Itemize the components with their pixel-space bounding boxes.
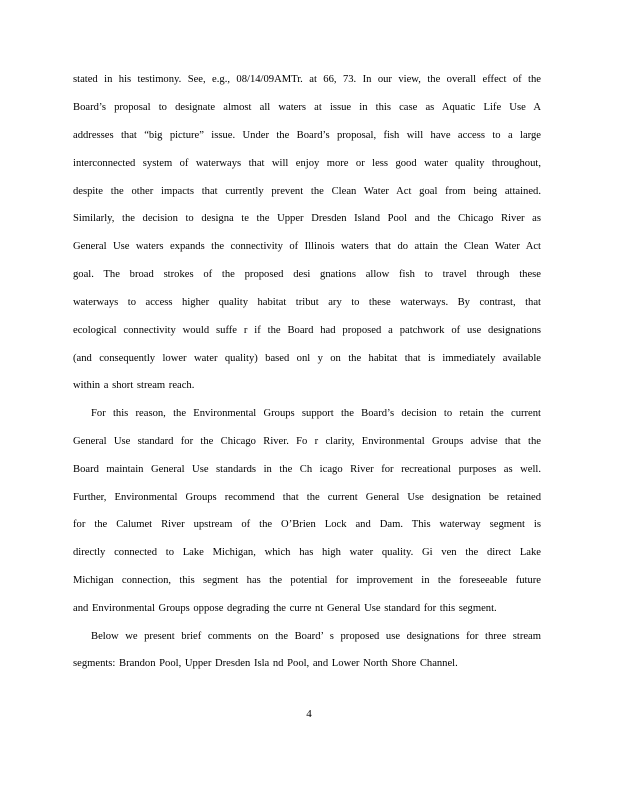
text-line: stated in his testimony. See, e.g., 08/14/09AMTr. at 66, 73. In our view, the overall effect of the: [73, 74, 541, 85]
text-line: waterways to access higher quality habitat tribut ary to these waterways. By contrast, that: [73, 297, 541, 308]
paragraph-first-line: Below we present brief comments on the Board’ s proposed use designations for three stream: [91, 631, 541, 642]
text-line: goal. The broad strokes of the proposed desi gnations allow fish to travel through these: [73, 269, 541, 280]
text-line: segments: Brandon Pool, Upper Dresden Isla nd Pool, and Lower North Shore Channel.: [73, 658, 458, 669]
text-line: Further, Environmental Groups recommend that the current General Use designation be retained: [73, 492, 541, 503]
text-line: for the Calumet River upstream of the O’Brien Lock and Dam. This waterway segment is: [73, 519, 541, 530]
paragraph-first-line: For this reason, the Environmental Groups support the Board’s decision to retain the current: [91, 408, 541, 419]
text-line: addresses that “big picture” issue. Under the Board’s proposal, fish will have access to a large: [73, 130, 541, 141]
text-line: ecological connectivity would suffe r if the Board had proposed a patchwork of use designations: [73, 325, 541, 336]
text-line: and Environmental Groups oppose degrading the curre nt General Use standard for this segment.: [73, 603, 497, 614]
text-line: General Use standard for the Chicago River. Fo r clarity, Environmental Groups advise that the: [73, 436, 541, 447]
text-line: General Use waters expands the connectivity of Illinois waters that do attain the Clean Water Act: [73, 241, 541, 252]
page-number: 4: [306, 708, 312, 720]
text-line: despite the other impacts that currently prevent the Clean Water Act goal from being attained.: [73, 186, 541, 197]
text-line: Board’s proposal to designate almost all waters at issue in this case as Aquatic Life Use A: [73, 102, 541, 113]
text-line: directly connected to Lake Michigan, which has high water quality. Gi ven the direct Lake: [73, 547, 541, 558]
text-line: within a short stream reach.: [73, 380, 195, 391]
text-line: Board maintain General Use standards in the Ch icago River for recreational purposes as well.: [73, 464, 541, 475]
text-line: (and consequently lower water quality) based onl y on the habitat that is immediately available: [73, 353, 541, 364]
text-line: Michigan connection, this segment has the potential for improvement in the foreseeable future: [73, 575, 541, 586]
text-line: Similarly, the decision to designa te the Upper Dresden Island Pool and the Chicago River as: [73, 213, 541, 224]
text-line: interconnected system of waterways that will enjoy more or less good water quality throughout,: [73, 158, 541, 169]
